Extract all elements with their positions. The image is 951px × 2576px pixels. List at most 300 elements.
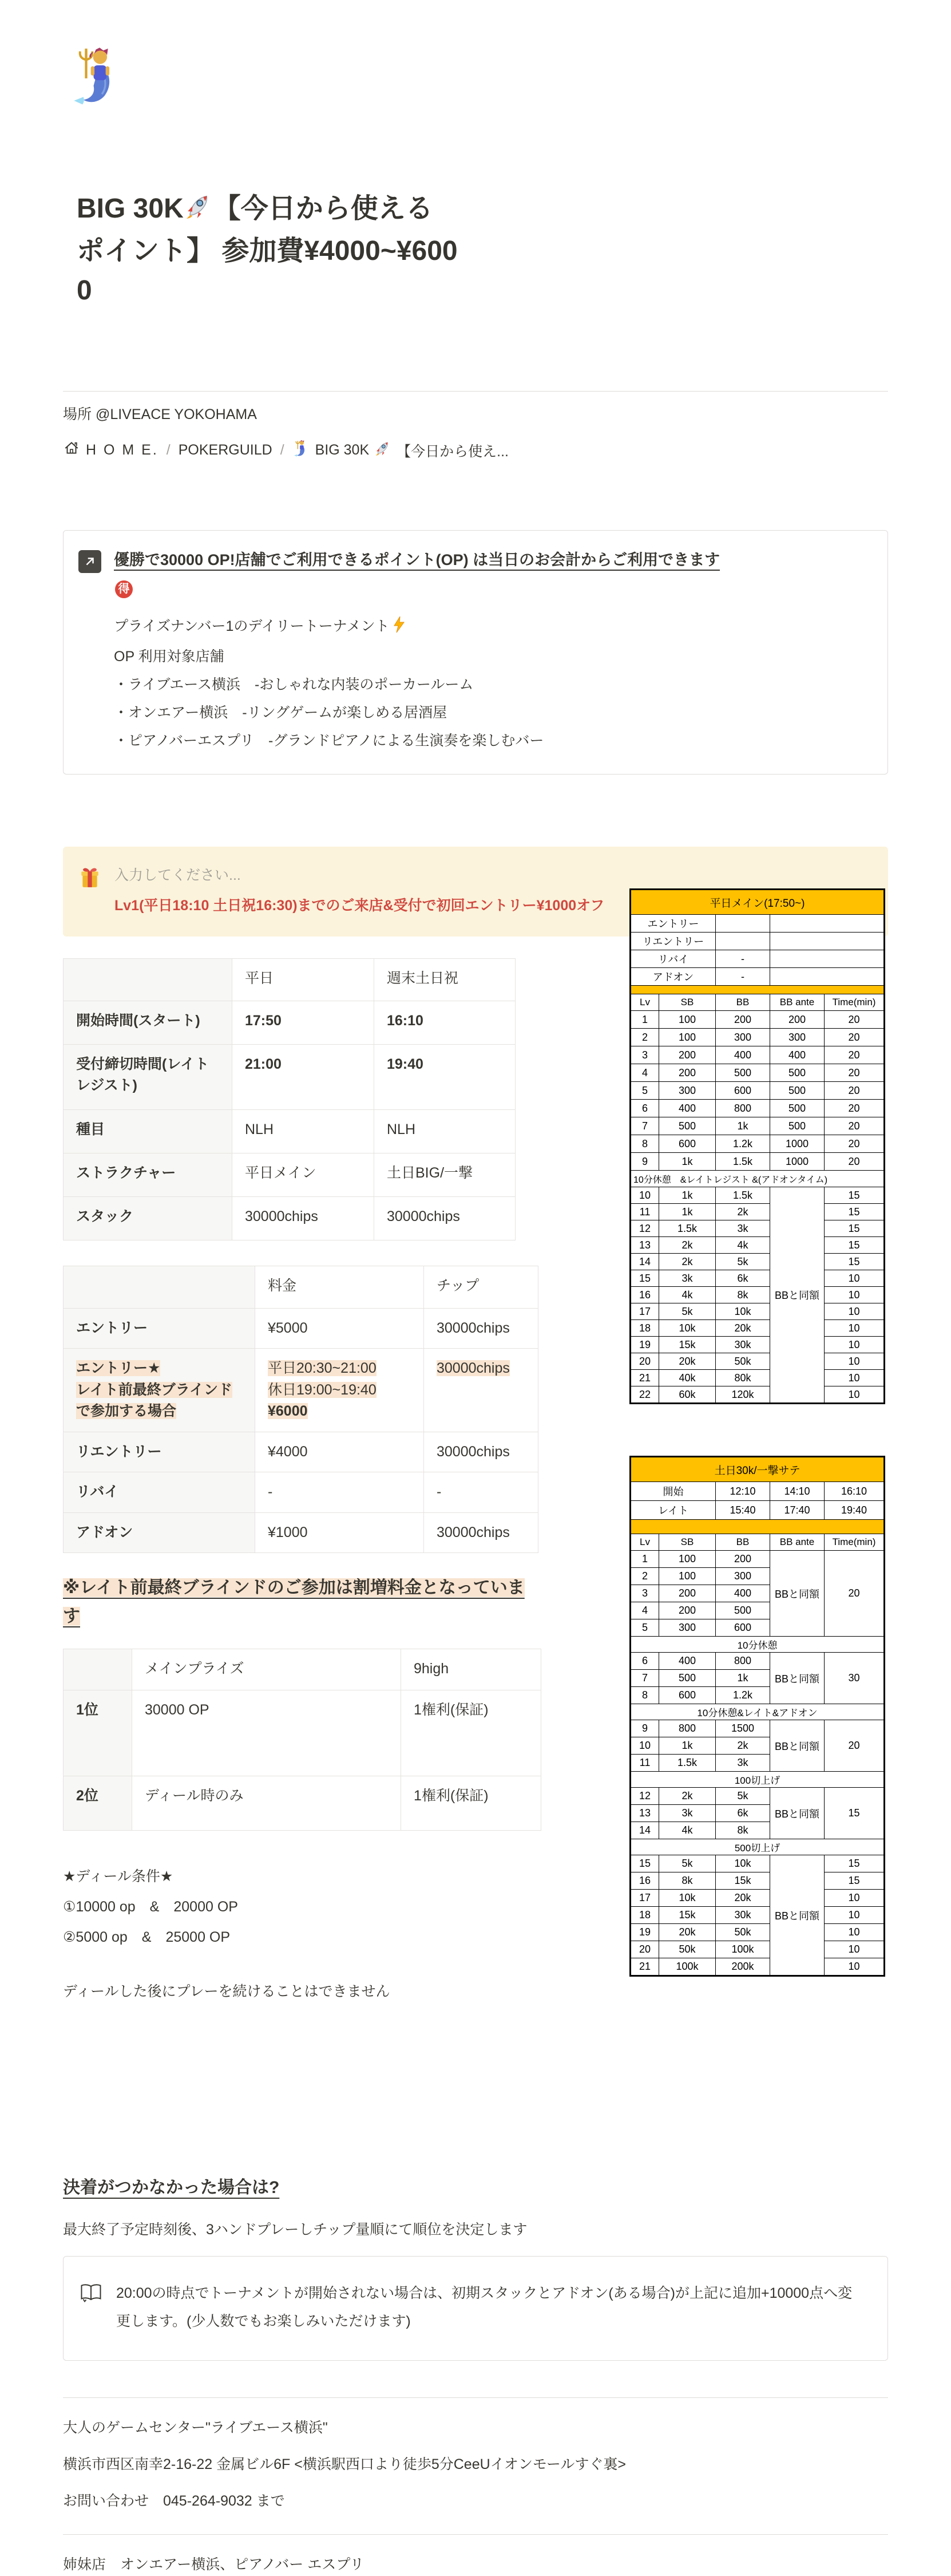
blind-level-row bbox=[631, 1046, 885, 1064]
arrow-up-right-icon bbox=[78, 550, 101, 573]
table-cell: 30000chips bbox=[424, 1512, 538, 1553]
blind-level-row bbox=[631, 1924, 885, 1941]
table-cell: ディール時のみ bbox=[132, 1776, 401, 1831]
gold-separator bbox=[631, 1520, 885, 1534]
level-cell: 1 bbox=[631, 1011, 659, 1029]
blind-info-row bbox=[631, 968, 885, 986]
level-cell: 13 bbox=[631, 1805, 659, 1822]
table-header-cell: 料金 bbox=[255, 1266, 424, 1308]
footer-sister-stores: 姉妹店 オンエアー横浜、ピアノバー エスプリ bbox=[63, 2557, 364, 2573]
blind-level-row bbox=[631, 1653, 885, 1670]
table-cell: 30000chips bbox=[374, 1196, 516, 1240]
level-cell: 18 bbox=[631, 1320, 659, 1337]
table-cell: 1権利(保証) bbox=[401, 1776, 541, 1831]
blind-level-row bbox=[631, 1220, 885, 1237]
level-cell: 12 bbox=[631, 1220, 659, 1237]
table-cell: 平日メイン bbox=[232, 1153, 374, 1196]
column-header-cell: Time(min) bbox=[825, 994, 885, 1011]
rocket-icon bbox=[185, 191, 212, 231]
column-header-cell: Lv bbox=[631, 994, 659, 1011]
points-bullet: ・ライブエース横浜 -おしゃれな内装のポーカールーム bbox=[114, 676, 474, 693]
level-cell: 13 bbox=[631, 1237, 659, 1254]
level-cell: 3k bbox=[659, 1270, 716, 1287]
blind-level-row bbox=[631, 1187, 885, 1204]
table-row bbox=[64, 1044, 516, 1109]
level-cell: 800 bbox=[716, 1100, 770, 1117]
blind-table-title: 平日メイン(17:50~) bbox=[631, 890, 885, 915]
info-value-cell: - bbox=[716, 968, 770, 986]
points-bullet: ・ピアノバーエスプリ -グランドピアノによる生演奏を楽しむバー bbox=[114, 732, 544, 749]
table-header-row bbox=[64, 958, 516, 1001]
level-cell: 20 bbox=[825, 1100, 885, 1117]
fee-table bbox=[63, 1266, 538, 1554]
level-cell: 5k bbox=[716, 1254, 770, 1270]
level-cell: 3k bbox=[716, 1755, 770, 1772]
level-cell: 20 bbox=[825, 1153, 885, 1171]
level-cell: 200k bbox=[716, 1958, 770, 1976]
level-cell: 500 bbox=[659, 1670, 716, 1687]
level-cell: 14 bbox=[631, 1822, 659, 1839]
break-row: 500切上げ bbox=[631, 1839, 885, 1855]
level-cell: 200 bbox=[716, 1011, 770, 1029]
level-cell: 100 bbox=[659, 1011, 716, 1029]
level-cell: 200 bbox=[659, 1064, 716, 1082]
table-cell: 16:10 bbox=[374, 1001, 516, 1044]
break-row: 100切上げ bbox=[631, 1772, 885, 1788]
table-row bbox=[64, 1349, 538, 1432]
blind-info-row bbox=[631, 950, 885, 968]
table-row bbox=[64, 1690, 541, 1776]
level-cell: 200 bbox=[659, 1602, 716, 1619]
level-cell: 19 bbox=[631, 1924, 659, 1941]
discount-highlight-text: Lv1(平日18:10 土日祝16:30)までのご来店&受付で初回エントリー¥1000オフ bbox=[114, 898, 605, 914]
blind-level-row bbox=[631, 1890, 885, 1907]
level-cell: 1k bbox=[716, 1117, 770, 1135]
level-cell: 400 bbox=[659, 1100, 716, 1117]
table-header-cell: 9high bbox=[401, 1649, 541, 1690]
footer-contact: お問い合わせ 045-264-9032 まで bbox=[63, 2493, 285, 2510]
level-cell: 300 bbox=[770, 1029, 825, 1046]
merged-ante-cell: BBと同額 bbox=[770, 1653, 825, 1704]
level-cell: 17 bbox=[631, 1890, 659, 1907]
info-label-cell: エントリー bbox=[631, 915, 716, 933]
time-value-cell: 15:40 bbox=[716, 1501, 770, 1520]
level-cell: 600 bbox=[716, 1619, 770, 1637]
level-cell: 80k bbox=[716, 1370, 770, 1386]
level-cell: 5 bbox=[631, 1082, 659, 1100]
blind-table-weekend-wrap bbox=[629, 1456, 887, 1977]
open-book-icon bbox=[80, 2282, 102, 2306]
level-cell: 600 bbox=[716, 1082, 770, 1100]
level-cell: 15 bbox=[631, 1855, 659, 1872]
table-header-row bbox=[64, 1266, 538, 1308]
table-cell: ¥4000 bbox=[255, 1432, 424, 1472]
points-line: プライズナンバー1のデイリートーナメント bbox=[114, 614, 869, 641]
level-cell: 15 bbox=[825, 1187, 885, 1204]
blind-level-row bbox=[631, 1907, 885, 1924]
level-cell: 1k bbox=[659, 1737, 716, 1755]
level-cell: 17 bbox=[631, 1303, 659, 1320]
points-line: OP 利用対象店舗 bbox=[114, 648, 224, 665]
level-cell: 300 bbox=[716, 1568, 770, 1585]
divider bbox=[63, 2397, 888, 2398]
level-cell: 200 bbox=[659, 1585, 716, 1602]
merged-time-cell: 15 bbox=[825, 1788, 885, 1839]
level-cell: 10 bbox=[631, 1187, 659, 1204]
level-cell: 20 bbox=[825, 1011, 885, 1029]
table-header-cell: 週末土日祝 bbox=[374, 958, 516, 1001]
blind-level-row bbox=[631, 1958, 885, 1976]
level-cell: 20 bbox=[825, 1064, 885, 1082]
column-header-cell: Time(min) bbox=[825, 1534, 885, 1551]
deal-note: ディールした後にプレーを続けることはできません bbox=[63, 1984, 390, 2000]
blind-level-row bbox=[631, 1720, 885, 1737]
row-label-cell: ストラクチャー bbox=[64, 1153, 232, 1196]
table-cell: 30000chips bbox=[424, 1308, 538, 1349]
column-header-cell: SB bbox=[659, 1534, 716, 1551]
level-cell: 100 bbox=[659, 1551, 716, 1568]
level-cell: 100 bbox=[659, 1568, 716, 1585]
blind-level-row bbox=[631, 1135, 885, 1153]
deal-option: ①10000 op & 20000 OP bbox=[63, 1899, 238, 1915]
level-cell: 2k bbox=[716, 1737, 770, 1755]
level-cell: 8k bbox=[716, 1287, 770, 1303]
rocket-icon-small bbox=[375, 440, 391, 460]
table-cell: 30000chips bbox=[424, 1349, 538, 1432]
level-cell: 500 bbox=[716, 1064, 770, 1082]
level-cell: 10k bbox=[716, 1855, 770, 1872]
table-header-cell bbox=[64, 1649, 132, 1690]
level-cell: 12 bbox=[631, 1788, 659, 1805]
level-cell: 2k bbox=[659, 1254, 716, 1270]
column-header-cell: Lv bbox=[631, 1534, 659, 1551]
points-bullet: ・オンエアー横浜 -リングゲームが楽しめる居酒屋 bbox=[114, 704, 447, 721]
level-cell: 16 bbox=[631, 1287, 659, 1303]
level-cell: 10 bbox=[825, 1353, 885, 1370]
level-cell: 30k bbox=[716, 1337, 770, 1353]
time-value-cell: 14:10 bbox=[770, 1482, 825, 1501]
blind-level-row bbox=[631, 1204, 885, 1220]
level-cell: 1000 bbox=[770, 1153, 825, 1171]
points-title: 優勝で30000 OP!店舗でご利用できるポイント(OP) は当日のお会計からご利用できます得 bbox=[114, 548, 722, 598]
row-label-cell: 1位 bbox=[64, 1690, 132, 1776]
table-cell: 30000chips bbox=[424, 1432, 538, 1472]
level-cell: 3k bbox=[716, 1220, 770, 1237]
table-cell: - bbox=[255, 1472, 424, 1513]
level-cell: 300 bbox=[659, 1619, 716, 1637]
blind-level-row bbox=[631, 1100, 885, 1117]
merperson-icon-small bbox=[292, 439, 310, 461]
table-cell: - bbox=[424, 1472, 538, 1513]
level-cell: 500 bbox=[659, 1117, 716, 1135]
level-cell: 16 bbox=[631, 1872, 659, 1890]
level-cell: 200 bbox=[716, 1551, 770, 1568]
lightning-icon bbox=[392, 616, 407, 641]
tiebreak-body: 最大終了予定時刻後、3ハンドプレーしチップ量順にて順位を決定します bbox=[63, 2222, 528, 2238]
start-note-text: 20:00の時点でトーナメントが開始されない場合は、初期スタックとアドオン(ある場合)が上記に追加+10000点へ変更します。(少人数でもお楽しみいただけます) bbox=[116, 2285, 853, 2329]
break-row: 10分休憩 bbox=[631, 1637, 885, 1653]
level-cell: 20 bbox=[825, 1029, 885, 1046]
blind-level-row bbox=[631, 1370, 885, 1386]
level-cell: 5 bbox=[631, 1619, 659, 1637]
level-cell: 500 bbox=[716, 1602, 770, 1619]
blind-level-row bbox=[631, 1254, 885, 1270]
blind-level-row bbox=[631, 1082, 885, 1100]
level-cell: 30k bbox=[716, 1907, 770, 1924]
level-cell: 10 bbox=[825, 1270, 885, 1287]
level-cell: 1k bbox=[659, 1187, 716, 1204]
blind-level-row bbox=[631, 1337, 885, 1353]
level-cell: 400 bbox=[716, 1046, 770, 1064]
level-cell: 400 bbox=[659, 1653, 716, 1670]
footer-address: 横浜市西区南幸2-16-22 金属ビル6F <横浜駅西口より徒歩5分CeeUイオンモールすぐ裏> bbox=[63, 2456, 627, 2473]
level-cell: 4 bbox=[631, 1064, 659, 1082]
table-cell: 30000 OP bbox=[132, 1690, 401, 1776]
level-cell: 10 bbox=[825, 1890, 885, 1907]
discount-placeholder: 入力してください... bbox=[114, 867, 241, 883]
level-cell: 9 bbox=[631, 1153, 659, 1171]
level-cell: 1k bbox=[659, 1153, 716, 1171]
table-header-cell: チップ bbox=[424, 1266, 538, 1308]
level-cell: 9 bbox=[631, 1720, 659, 1737]
level-cell: 1.5k bbox=[659, 1220, 716, 1237]
level-cell: 400 bbox=[716, 1585, 770, 1602]
level-cell: 15 bbox=[825, 1855, 885, 1872]
time-value-cell: 16:10 bbox=[825, 1482, 885, 1501]
break-row: 10分休憩&レイト&アドオン bbox=[631, 1704, 885, 1720]
level-cell: 5k bbox=[659, 1855, 716, 1872]
level-cell: 2 bbox=[631, 1029, 659, 1046]
blind-level-row bbox=[631, 1270, 885, 1287]
table-cell: 17:50 bbox=[232, 1001, 374, 1044]
table-row bbox=[64, 1109, 516, 1153]
table-row bbox=[64, 1776, 541, 1831]
info-value-cell: - bbox=[716, 950, 770, 968]
blind-level-row bbox=[631, 1386, 885, 1404]
table-row bbox=[64, 1512, 538, 1553]
level-cell: 20k bbox=[716, 1890, 770, 1907]
level-cell: 3 bbox=[631, 1046, 659, 1064]
level-cell: 50k bbox=[659, 1941, 716, 1958]
blind-level-row bbox=[631, 1941, 885, 1958]
merged-ante-cell: BBと同額 bbox=[770, 1720, 825, 1772]
info-label-cell: リエントリー bbox=[631, 933, 716, 950]
level-cell: 50k bbox=[716, 1924, 770, 1941]
level-cell: 50k bbox=[716, 1353, 770, 1370]
level-cell: 19 bbox=[631, 1337, 659, 1353]
info-blank-cell bbox=[770, 968, 885, 986]
prize-table bbox=[63, 1649, 541, 1831]
level-cell: 18 bbox=[631, 1907, 659, 1924]
toku-badge-icon: 得 bbox=[115, 580, 133, 598]
level-cell: 20k bbox=[716, 1320, 770, 1337]
blind-table-weekend bbox=[629, 1456, 885, 1977]
merged-ante-cell: BBと同額 bbox=[770, 1855, 825, 1976]
level-cell: 15k bbox=[659, 1337, 716, 1353]
row-label-cell: 2位 bbox=[64, 1776, 132, 1831]
level-cell: 500 bbox=[770, 1100, 825, 1117]
footer-venue: 大人のゲームセンター"ライブエース横浜" bbox=[63, 2420, 328, 2436]
level-cell: 6k bbox=[716, 1270, 770, 1287]
table-header-cell bbox=[64, 1266, 255, 1308]
level-cell: 500 bbox=[770, 1082, 825, 1100]
level-cell: 1k bbox=[716, 1670, 770, 1687]
gift-icon bbox=[79, 866, 101, 892]
level-cell: 8 bbox=[631, 1135, 659, 1153]
level-cell: 21 bbox=[631, 1370, 659, 1386]
level-cell: 10 bbox=[825, 1370, 885, 1386]
level-cell: 15 bbox=[825, 1204, 885, 1220]
blind-table-title: 土日30k/一撃サテ bbox=[631, 1457, 885, 1482]
table-cell: ¥1000 bbox=[255, 1512, 424, 1553]
level-cell: 500 bbox=[770, 1064, 825, 1082]
level-cell: 100k bbox=[716, 1941, 770, 1958]
column-header-cell: SB bbox=[659, 994, 716, 1011]
info-label-cell: リバイ bbox=[631, 950, 716, 968]
level-cell: 20 bbox=[825, 1046, 885, 1064]
level-cell: 10 bbox=[825, 1320, 885, 1337]
breadcrumb-separator: / bbox=[166, 442, 171, 459]
blind-level-row bbox=[631, 1011, 885, 1029]
level-cell: 8k bbox=[659, 1872, 716, 1890]
level-cell: 20 bbox=[825, 1135, 885, 1153]
level-cell: 100 bbox=[659, 1029, 716, 1046]
gold-separator bbox=[631, 986, 885, 994]
level-cell: 800 bbox=[659, 1720, 716, 1737]
merged-ante-cell: BBと同額 bbox=[770, 1551, 825, 1637]
divider bbox=[63, 2534, 888, 2535]
column-header-cell: BB ante bbox=[770, 994, 825, 1011]
level-cell: 300 bbox=[659, 1082, 716, 1100]
column-header-cell: BB bbox=[716, 994, 770, 1011]
level-cell: 15 bbox=[631, 1270, 659, 1287]
info-value-cell bbox=[716, 933, 770, 950]
divider bbox=[63, 391, 888, 392]
table-row bbox=[64, 1432, 538, 1472]
row-label-cell: 開始時間(スタート) bbox=[64, 1001, 232, 1044]
level-cell: 1500 bbox=[716, 1720, 770, 1737]
time-value-cell: 19:40 bbox=[825, 1501, 885, 1520]
level-cell: 8 bbox=[631, 1687, 659, 1704]
row-label-cell: スタック bbox=[64, 1196, 232, 1240]
breadcrumb-pokerguild[interactable]: POKERGUILD bbox=[178, 442, 272, 459]
table-header-cell: 平日 bbox=[232, 958, 374, 1001]
level-cell: 10k bbox=[716, 1303, 770, 1320]
level-cell: 100k bbox=[659, 1958, 716, 1976]
info-blank-cell bbox=[770, 933, 885, 950]
level-cell: 2k bbox=[659, 1788, 716, 1805]
breadcrumb-current-page[interactable]: BIG 30K 【今日から使え... bbox=[292, 439, 509, 461]
time-label-cell: レイト bbox=[631, 1501, 716, 1520]
row-label-cell: リエントリー bbox=[64, 1432, 255, 1472]
merged-ante-cell: BBと同額 bbox=[770, 1788, 825, 1839]
schedule-table bbox=[63, 958, 516, 1240]
blind-level-row bbox=[631, 1353, 885, 1370]
blind-table-weekday bbox=[629, 888, 885, 1404]
level-cell: 7 bbox=[631, 1670, 659, 1687]
breadcrumb bbox=[63, 439, 888, 461]
blind-info-row bbox=[631, 933, 885, 950]
level-cell: 6 bbox=[631, 1100, 659, 1117]
level-cell: 10k bbox=[659, 1890, 716, 1907]
merged-time-cell: 20 bbox=[825, 1551, 885, 1637]
blind-level-row bbox=[631, 1064, 885, 1082]
blind-column-header-row bbox=[631, 994, 885, 1011]
table-cell: 平日20:30~21:00 休日19:00~19:40 ¥6000 bbox=[255, 1349, 424, 1432]
table-row bbox=[64, 1153, 516, 1196]
table-row bbox=[64, 1001, 516, 1044]
row-label-cell: アドオン bbox=[64, 1512, 255, 1553]
level-cell: 10k bbox=[659, 1320, 716, 1337]
time-value-cell: 12:10 bbox=[716, 1482, 770, 1501]
level-cell: 7 bbox=[631, 1117, 659, 1135]
level-cell: 6k bbox=[716, 1805, 770, 1822]
blind-level-row bbox=[631, 1237, 885, 1254]
merged-time-cell: 30 bbox=[825, 1653, 885, 1704]
blind-time-row bbox=[631, 1501, 885, 1520]
level-cell: 15 bbox=[825, 1254, 885, 1270]
level-cell: 20 bbox=[825, 1082, 885, 1100]
level-cell: 5k bbox=[659, 1303, 716, 1320]
home-icon bbox=[63, 440, 80, 461]
level-cell: 4k bbox=[716, 1237, 770, 1254]
callout-points-info bbox=[63, 530, 888, 775]
table-cell: 30000chips bbox=[232, 1196, 374, 1240]
level-cell: 11 bbox=[631, 1755, 659, 1772]
blind-level-row bbox=[631, 1303, 885, 1320]
level-cell: 60k bbox=[659, 1386, 716, 1404]
level-cell: 600 bbox=[659, 1135, 716, 1153]
level-cell: 1.5k bbox=[659, 1755, 716, 1772]
breadcrumb-home[interactable]: H O M E. bbox=[63, 440, 158, 461]
blind-level-row bbox=[631, 1287, 885, 1303]
level-cell: 1000 bbox=[770, 1135, 825, 1153]
level-cell: 4k bbox=[659, 1287, 716, 1303]
level-cell: 200 bbox=[770, 1011, 825, 1029]
table-cell: 19:40 bbox=[374, 1044, 516, 1109]
level-cell: 3k bbox=[659, 1805, 716, 1822]
blind-table-weekday-wrap bbox=[629, 888, 887, 1404]
table-cell: 1権利(保証) bbox=[401, 1690, 541, 1776]
column-header-cell: BB bbox=[716, 1534, 770, 1551]
blind-level-row bbox=[631, 1117, 885, 1135]
level-cell: 15k bbox=[716, 1872, 770, 1890]
break-row: 10分休憩 &レイトレジスト &(アドオンタイム) bbox=[631, 1171, 885, 1187]
info-blank-cell bbox=[770, 950, 885, 968]
level-cell: 10 bbox=[825, 1941, 885, 1958]
callout-start-note bbox=[63, 2256, 888, 2361]
level-cell: 10 bbox=[825, 1303, 885, 1320]
level-cell: 22 bbox=[631, 1386, 659, 1404]
breadcrumb-separator: / bbox=[280, 442, 284, 459]
blind-level-row bbox=[631, 1153, 885, 1171]
blind-level-row bbox=[631, 1320, 885, 1337]
table-row bbox=[64, 1308, 538, 1349]
level-cell: 10 bbox=[825, 1287, 885, 1303]
level-cell: 20 bbox=[631, 1941, 659, 1958]
blind-level-row bbox=[631, 1788, 885, 1805]
blind-level-row bbox=[631, 1551, 885, 1568]
tiebreak-heading: 決着がつかなかった場合は? bbox=[63, 2178, 280, 2198]
table-row bbox=[64, 1196, 516, 1240]
table-cell: 土日BIG/一撃 bbox=[374, 1153, 516, 1196]
level-cell: 500 bbox=[770, 1117, 825, 1135]
time-value-cell: 17:40 bbox=[770, 1501, 825, 1520]
level-cell: 10 bbox=[825, 1958, 885, 1976]
level-cell: 20 bbox=[631, 1353, 659, 1370]
level-cell: 10 bbox=[825, 1924, 885, 1941]
level-cell: 10 bbox=[825, 1386, 885, 1404]
